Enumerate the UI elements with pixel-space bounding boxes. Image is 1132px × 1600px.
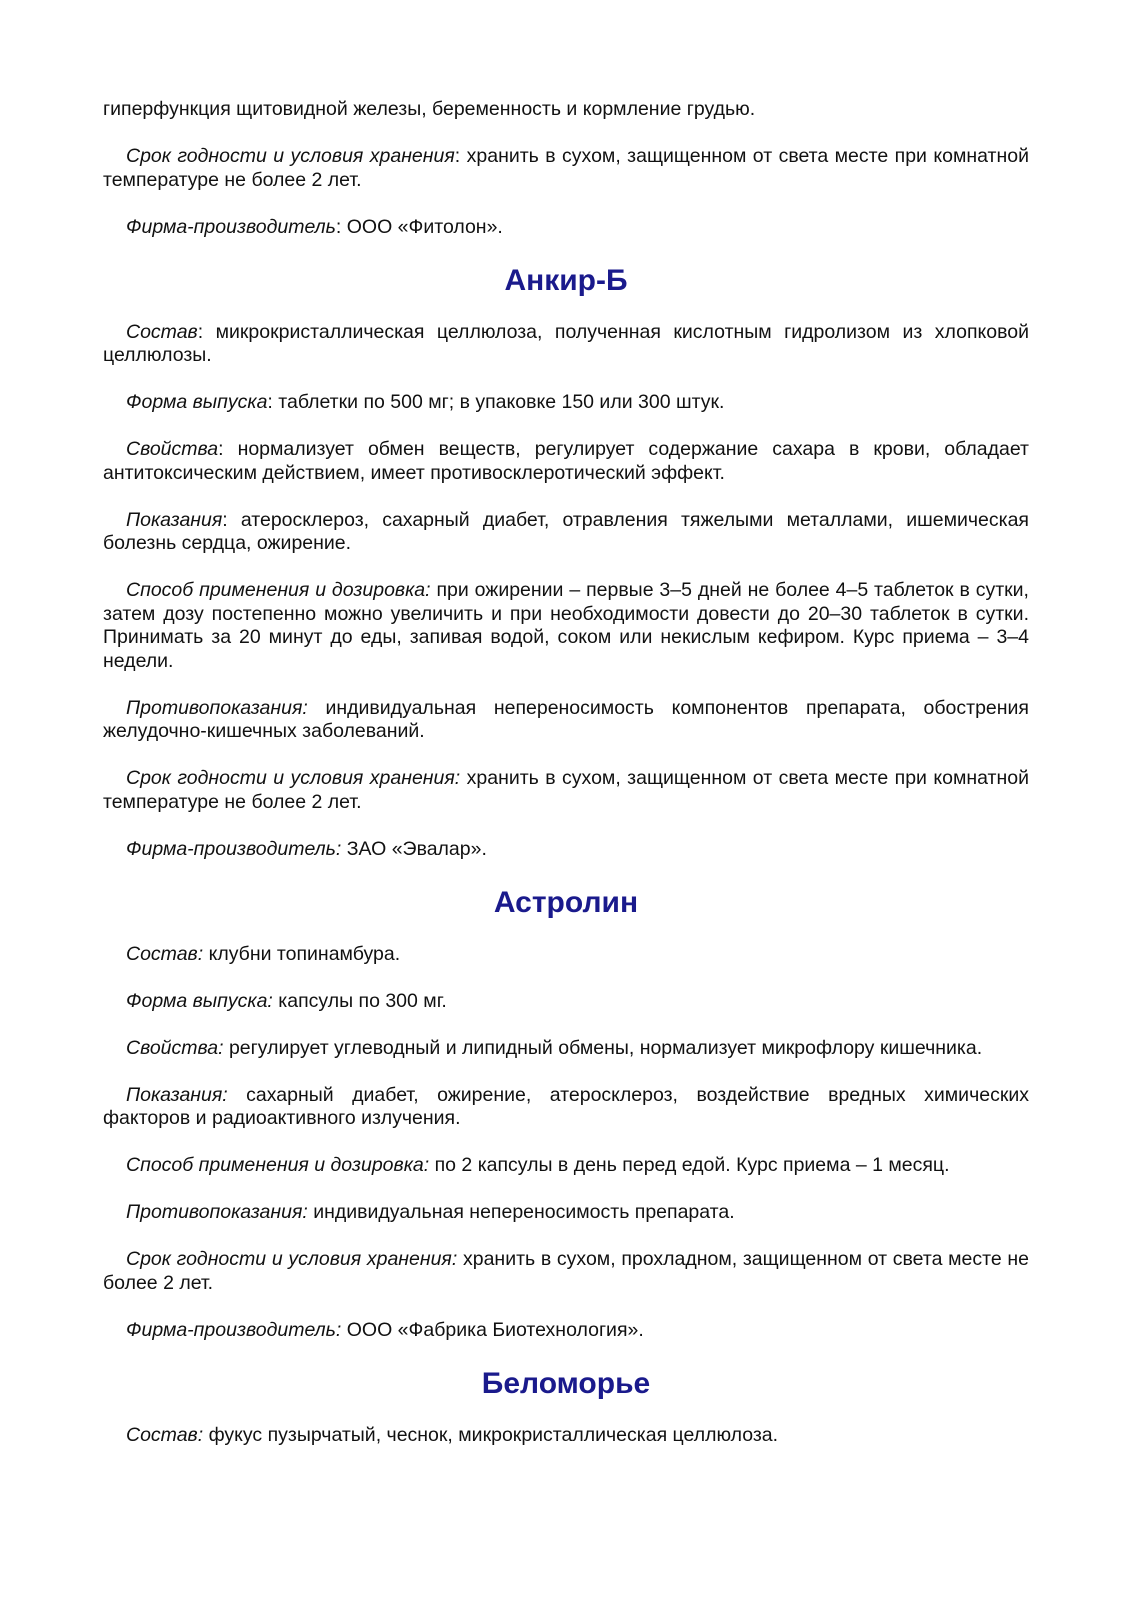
- paragraph-label: Форма выпуска: [126, 391, 268, 413]
- paragraph-label: Свойства:: [126, 1036, 224, 1059]
- paragraph-text: : микрокристаллическая целлюлоза, полученная кислотным гидролизом из хлопковой целлюлозы.: [103, 320, 1029, 366]
- paragraph-text: регулирует углеводный и липидный обмены, нормализует микрофлору кишечника.: [223, 1036, 983, 1059]
- paragraph-text: : ООО «Фитолон».: [335, 215, 503, 238]
- section-paragraph: [103, 1319, 1029, 1343]
- paragraph-label: Срок годности и условия хранения:: [126, 1248, 458, 1270]
- paragraph-label: Фирма-производитель:: [126, 1318, 342, 1341]
- section-paragraph: [103, 990, 1029, 1014]
- section-paragraph: [103, 767, 1029, 814]
- paragraph-label: Противопоказания:: [126, 696, 308, 719]
- paragraph-text: гиперфункция щитовидной железы, беременность и кормление грудью.: [103, 98, 756, 120]
- section-paragraph: [103, 1248, 1029, 1295]
- section-paragraph: [103, 438, 1029, 485]
- paragraph-label: Свойства: [126, 438, 219, 460]
- section-paragraph: [103, 1201, 1029, 1225]
- paragraph-text: индивидуальная непереносимость препарата.: [307, 1201, 735, 1223]
- paragraph-label: Показания: [126, 508, 223, 531]
- paragraph-text: сахарный диабет, ожирение, атеросклероз, воздействие вредных химических факторов и радиоактивного излучения.: [103, 1083, 1029, 1129]
- section-paragraph: [103, 391, 1029, 415]
- paragraph-label: Фирма-производитель:: [126, 837, 342, 860]
- paragraph-text: фукус пузырчатый, чеснок, микрокристаллическая целлюлоза.: [203, 1423, 779, 1446]
- paragraph-text: : таблетки по 500 мг; в упаковке 150 или 300 штук.: [267, 391, 725, 413]
- paragraph-label: Противопоказания:: [126, 1201, 308, 1223]
- section-heading-ankir-b: Анкир-Б: [504, 263, 628, 297]
- paragraph-text: по 2 капсулы в день перед едой. Курс приема – 1 месяц.: [429, 1154, 950, 1176]
- section-heading-belomorye: Беломорье: [481, 1366, 651, 1400]
- paragraph-text: хранить в сухом, защищенном от света месте при комнатной температуре не более 2 лет.: [103, 767, 1029, 813]
- section-paragraph: [103, 1084, 1029, 1131]
- intro-manufacturer-paragraph: [103, 216, 1029, 240]
- paragraph-text: хранить в сухом, прохладном, защищенном от света месте не более 2 лет.: [103, 1248, 1029, 1294]
- paragraph-text: ЗАО «Эвалар».: [341, 837, 487, 860]
- section-paragraph: [103, 697, 1029, 744]
- paragraph-text: : нормализует обмен веществ, регулирует содержание сахара в крови, обладает антитоксическим действием, имеет противосклеротический эффект.: [103, 438, 1029, 484]
- paragraph-label: Состав: [126, 320, 198, 343]
- paragraph-label: Срок годности и условия хранения: [126, 145, 455, 167]
- paragraph-label: Способ применения и дозировка:: [126, 1154, 430, 1176]
- section-paragraph: [103, 509, 1029, 556]
- paragraph-text: ООО «Фабрика Биотехнология».: [341, 1318, 644, 1341]
- section-paragraph: [103, 943, 1029, 967]
- section-paragraph: [103, 838, 1029, 862]
- section-paragraph: [103, 579, 1029, 673]
- section-paragraph: [103, 1424, 1029, 1448]
- paragraph-label: Показания:: [126, 1083, 228, 1106]
- section-heading-astrolin: Астролин: [493, 885, 639, 919]
- section-paragraph: [103, 321, 1029, 368]
- paragraph-text: капсулы по 300 мг.: [272, 989, 447, 1012]
- paragraph-text: клубни топинамбура.: [203, 942, 401, 965]
- paragraph-label: Форма выпуска:: [126, 989, 273, 1012]
- intro-storage-paragraph: [103, 145, 1029, 192]
- section-paragraph: [103, 1154, 1029, 1178]
- paragraph-text: при ожирении – первые 3–5 дней не более 4–5 таблеток в сутки, затем дозу постепенно можно увеличить и при необходимости довести до 20–30 таблеток в сутки. Принимать за 20 минут до еды, запивая водой, соком или некислым кефиром. Курс приема – 3–4 недели.: [103, 579, 1029, 672]
- paragraph-label: Фирма-производитель: [126, 215, 336, 238]
- paragraph-label: Состав:: [126, 942, 204, 965]
- section-paragraph: [103, 1037, 1029, 1061]
- intro-paragraph-1: [103, 98, 1029, 122]
- paragraph-text: : атеросклероз, сахарный диабет, отравления тяжелыми металлами, ишемическая болезнь сердца, ожирение.: [103, 508, 1029, 554]
- paragraph-label: Срок годности и условия хранения:: [126, 767, 461, 789]
- paragraph-label: Способ применения и дозировка:: [126, 579, 431, 601]
- document-page: [103, 98, 1029, 1471]
- paragraph-label: Состав:: [126, 1423, 204, 1446]
- paragraph-text: : хранить в сухом, защищенном от света месте при комнатной температуре не более 2 лет.: [103, 145, 1029, 191]
- paragraph-text: индивидуальная непереносимость компонентов препарата, обострения желудочно-кишечных заболеваний.: [103, 696, 1029, 742]
